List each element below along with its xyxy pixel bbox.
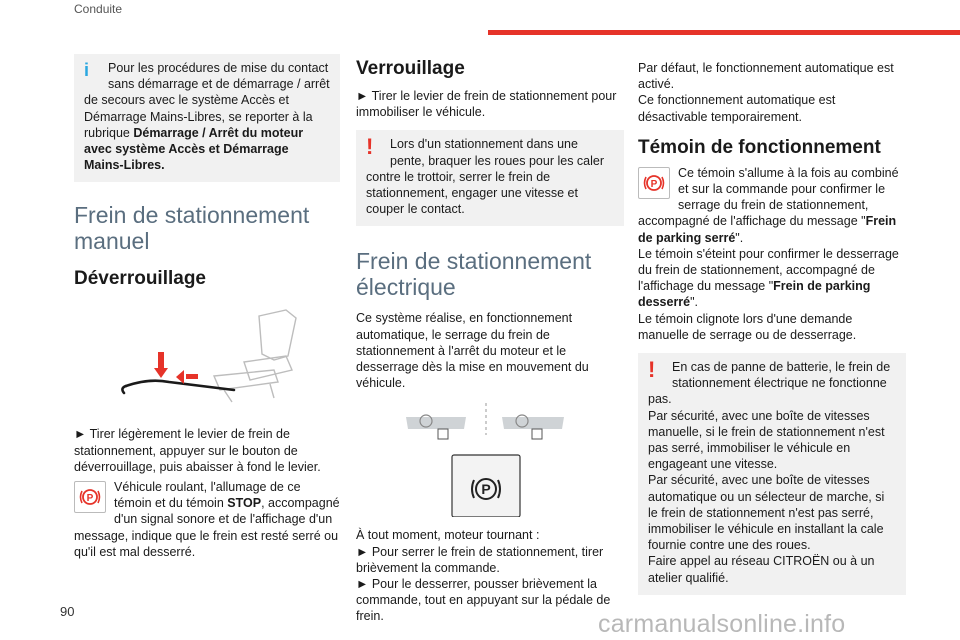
info-text: Pour les procédures de mise du contact sans démarrage et de démarrage / arrêt de secours avec le système Accès et Démarrage Mains-Libres, se reporter à la rubrique Démarrage / Arrêt du moteur avec système Accès et Démarrage Mains-Libres. [84, 61, 330, 173]
battery-warning-2: Par sécurité, avec une boîte de vitesses manuelle, si le frein de stationnement n'est pas serré, immobiliser le véhicule en engageant une vitesse. [648, 408, 885, 472]
column-2 [356, 58, 624, 625]
lamp-on-text: Ce témoin s'allume à la fois au combiné et sur la commande pour confirmer le serrage du frein de stationnement, accompagné de l'affichage du message "Frein de parking serré". [638, 165, 899, 245]
svg-text:P: P [86, 493, 94, 505]
page-number: 90 [60, 604, 75, 619]
running-header: Conduite [74, 2, 123, 16]
electric-parking-button-icon [468, 471, 504, 507]
apply-step: ► Pour serrer le frein de stationnement, tirer brièvement la commande. [356, 544, 604, 575]
control-illustration [356, 399, 624, 517]
title-lock: Verrouillage [356, 58, 465, 79]
subtitle-unlock: Déverrouillage [74, 268, 206, 290]
battery-warning-3: Par sécurité, avec une boîte de vitesses automatique ou un sélecteur de marche, si le frein de stationnement n'est pas serré, immobiliser le véhicule en installant la cale fournie contre une des roues. [648, 473, 885, 553]
release-step: ► Pour le desserrer, pousser brièvement la commande, tout en appuyant sur la pédale de frein. [356, 577, 611, 624]
section-title-manual: Frein de stationnement manuel [74, 202, 310, 255]
battery-warning-box [638, 353, 906, 595]
section-title-electric: Frein de stationnement électrique [356, 248, 592, 301]
info-icon: i [84, 60, 90, 80]
slope-warning-box [356, 130, 624, 226]
deactivable-text: Ce fonctionnement automatique est désactivable temporairement. [638, 93, 836, 124]
parking-lever-illustration [74, 298, 340, 418]
column-3 [638, 60, 906, 595]
battery-warning-4: Faire appel au réseau CITROËN ou à un atelier qualifié. [648, 554, 875, 585]
lock-step: ► Tirer le levier de frein de stationnement pour immobiliser le véhicule. [356, 89, 617, 120]
parking-brake-warning-icon [74, 481, 106, 513]
svg-text:P: P [650, 178, 658, 190]
warning-icon: ! [648, 357, 656, 383]
header-red-bar [488, 30, 960, 35]
default-auto-text: Par défaut, le fonctionnement automatique est activé. [638, 61, 894, 92]
stop-warning-text: Véhicule roulant, l'allumage de ce témoin et du témoin STOP, accompagné d'un signal sonore et de l'affichage d'un message, indique que le frein est resté serré ou qu'il est mal desserré. [74, 480, 340, 559]
title-indicator: Témoin de fonctionnement [638, 136, 881, 158]
info-box [74, 54, 340, 182]
motor-on-label: À tout moment, moteur tournant : [356, 528, 540, 543]
parking-brake-lamp-icon [638, 167, 670, 199]
warning-icon: ! [366, 134, 374, 160]
slope-warning-text: Lors d'un stationnement dans une pente, braquer les roues pour les caler contre le trottoir, serrer le frein de stationnement, engager une vitesse et couper le contact. [366, 137, 605, 217]
unlock-step: ► Tirer légèrement le levier de frein de stationnement, appuyer sur le bouton de déverrouillage, puis abaisser à fond le levier. [74, 427, 321, 474]
column-1 [74, 54, 340, 560]
lamp-blink-text: Le témoin clignote lors d'une demande manuelle de serrage ou de desserrage. [638, 311, 857, 342]
watermark: carmanualsonline.info [598, 610, 846, 638]
battery-warning-1: En cas de panne de batterie, le frein de stationnement électrique ne fonctionne pas. [648, 360, 891, 407]
svg-text:P: P [481, 481, 491, 498]
lamp-off-text: Le témoin s'éteint pour confirmer le desserrage du frein de stationnement, accompagné de l'affichage du message "Frein de parking desserré". [638, 246, 899, 310]
electric-intro: Ce système réalise, en fonctionnement automatique, le serrage du frein de stationnement à l'arrêt du moteur et le desserrage dès la mise en mouvement du véhicule. [356, 311, 589, 391]
